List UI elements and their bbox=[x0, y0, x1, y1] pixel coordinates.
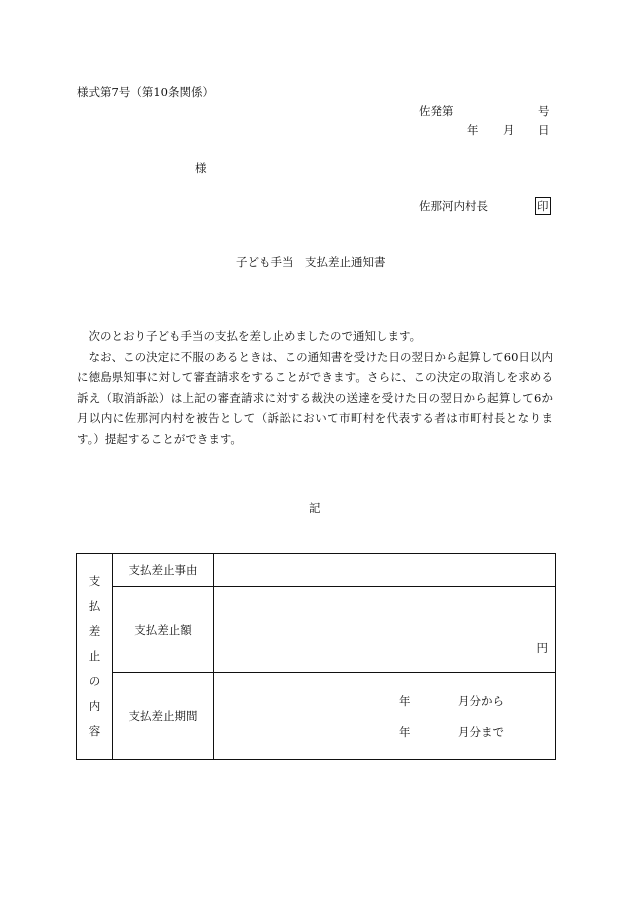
period-field[interactable] bbox=[214, 673, 556, 760]
side-label-char: 止 bbox=[88, 649, 101, 663]
reason-label: 支払差止事由 bbox=[113, 554, 214, 587]
side-label-char: 内 bbox=[88, 699, 101, 713]
date-year-label: 年 bbox=[467, 123, 479, 137]
form-number: 様式第7号（第10条関係） bbox=[77, 85, 214, 99]
period-label: 支払差止期間 bbox=[113, 673, 214, 760]
side-label-char: 差 bbox=[88, 624, 101, 638]
period-to-month: 月分まで bbox=[458, 725, 504, 739]
amount-label: 支払差止額 bbox=[113, 587, 214, 673]
side-label-char: の bbox=[88, 674, 101, 688]
amount-unit: 円 bbox=[536, 641, 548, 655]
document-title: 子ども手当 支払差止通知書 bbox=[236, 255, 386, 269]
body-paragraph-1: 次のとおり子ども手当の支払を差し止めましたので通知します。 bbox=[88, 329, 422, 343]
date-month-label: 月 bbox=[503, 123, 515, 137]
reason-field[interactable] bbox=[214, 554, 556, 587]
doc-number-prefix: 佐発第 bbox=[419, 104, 454, 118]
side-label bbox=[77, 554, 113, 760]
body-text bbox=[77, 326, 553, 449]
amount-field[interactable] bbox=[214, 587, 556, 673]
addressee-suffix: 様 bbox=[195, 161, 207, 175]
period-from-year: 年 bbox=[399, 694, 411, 708]
seal-mark: 印 bbox=[537, 199, 549, 213]
doc-number-suffix: 号 bbox=[538, 104, 550, 118]
ki-heading: 記 bbox=[309, 501, 321, 515]
date-day-label: 日 bbox=[538, 123, 550, 137]
period-from-month: 月分から bbox=[458, 694, 504, 708]
side-label-char: 支 bbox=[88, 574, 101, 588]
side-label-char: 容 bbox=[88, 724, 101, 738]
detail-table bbox=[76, 553, 556, 760]
side-label-char: 払 bbox=[88, 599, 101, 613]
period-to-year: 年 bbox=[399, 725, 411, 739]
body-paragraph-2: なお、この決定に不服のあるときは、この通知書を受けた日の翌日から起算して60日以内に徳島県知事に対して審査請求をすることができます。さらに、この決定の取消しを求める訴え（取消訴訟）は上記の審査請求に対する裁決の送達を受けた日の翌日から起算して6か月以内に佐那河内村を被告として（訴訟において市町村を代表する者は市町村長となります。）提起することができます。 bbox=[77, 349, 553, 446]
sender-name: 佐那河内村長 bbox=[419, 199, 488, 213]
